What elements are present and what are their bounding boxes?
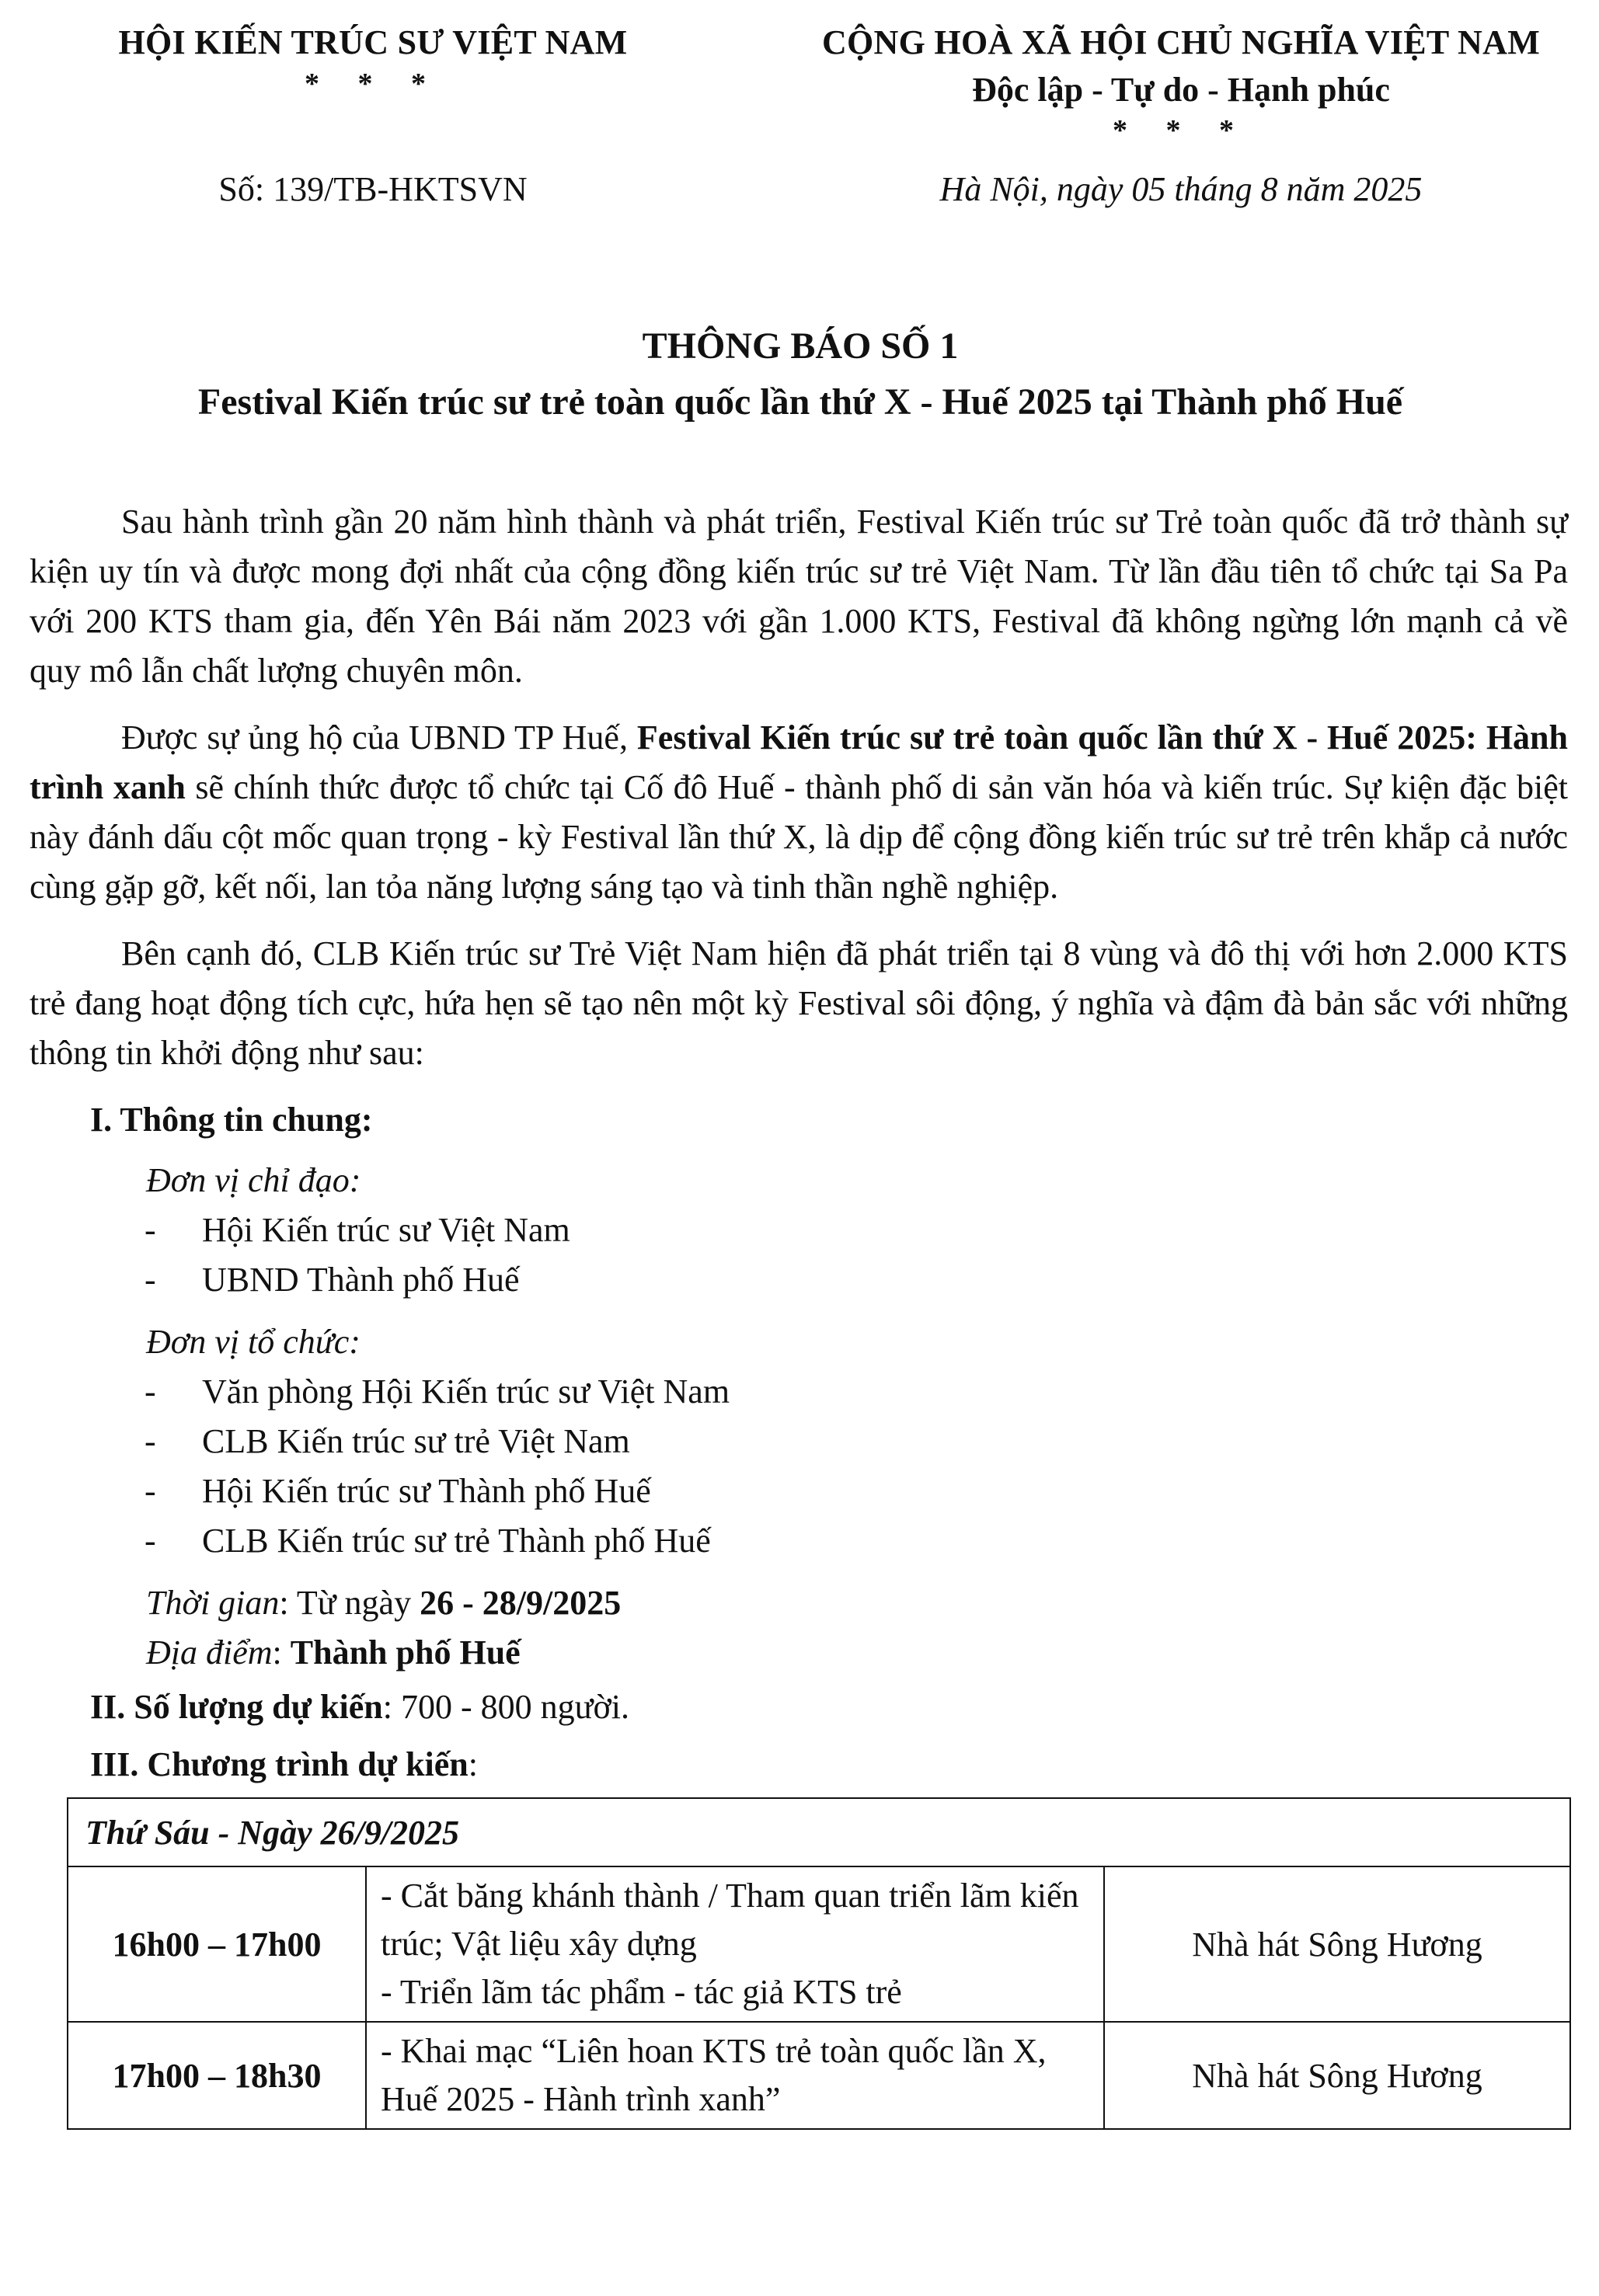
document-number: Số: 139/TB-HKTSVN (218, 170, 528, 208)
motto-stars: * * * (1113, 114, 1249, 147)
schedule-place: Nhà hát Sông Hương (1104, 1866, 1570, 2022)
document-title: THÔNG BÁO SỐ 1 (642, 325, 959, 367)
paragraph-intro: Sau hành trình gần 20 năm hình thành và phát triển, Festival Kiến trúc sư Trẻ toàn quốc đã trở thành sự kiện uy tín và được mong đợi nhất của cộng đồng kiến trúc sư trẻ Việt Nam. Từ lần đầu tiên tổ chức tại Sa Pa với 200 KTS tham gia, đến Yên Bái năm 2023 với gần 1.000 KTS, Festival đã không ngừng lớn mạnh cả về quy mô lẫn chất lượng chuyên môn. (30, 503, 1568, 690)
directing-units-list (30, 1205, 1568, 1305)
schedule-time: 16h00 – 17h00 (68, 1866, 366, 2022)
program-heading: III. Chương trình dự kiến (90, 1745, 469, 1783)
dash-marker: - (145, 1472, 156, 1510)
national-motto: Độc lập - Tự do - Hạnh phúc (972, 71, 1390, 109)
list-item (30, 1255, 1568, 1305)
event-time (146, 1578, 1568, 1628)
section-attendance (90, 1682, 1568, 1732)
organizing-units-label: Đơn vị tổ chức: (146, 1323, 361, 1361)
section-general-info-heading: I. Thông tin chung: (90, 1101, 373, 1139)
list-item-text: Văn phòng Hội Kiến trúc sư Việt Nam (202, 1372, 730, 1411)
list-item (30, 1516, 1568, 1566)
issuer-name: HỘI KIẾN TRÚC SƯ VIỆT NAM (118, 23, 628, 61)
dash-marker: - (145, 1211, 156, 1249)
place-value: Thành phố Huế (290, 1633, 521, 1672)
time-prefix: : Từ ngày (279, 1584, 420, 1622)
dash-marker: - (145, 1261, 156, 1299)
schedule-activity (366, 2022, 1104, 2129)
issuer-stars: * * * (305, 68, 441, 100)
schedule-day: Thứ Sáu - Ngày 26/9/2025 (68, 1798, 1570, 1866)
paragraph-announcement (30, 713, 1568, 912)
national-heading (777, 19, 1585, 148)
document-body (30, 497, 1568, 2130)
section-program (90, 1740, 1568, 1790)
time-label: Thời gian (146, 1584, 280, 1622)
activity-line: - Khai mạc “Liên hoan KTS trẻ toàn quốc lần X, Huế 2025 - Hành trình xanh” (381, 2032, 1047, 2118)
paragraph-text: Được sự ủng hộ của UBND TP Huế, (121, 718, 637, 757)
list-item (30, 1417, 1568, 1466)
list-item-text: Hội Kiến trúc sư Thành phố Huế (202, 1472, 651, 1510)
paragraph-context: Bên cạnh đó, CLB Kiến trúc sư Trẻ Việt Nam hiện đã phát triển tại 8 vùng và đô thị với hơn 2.000 KTS trẻ đang hoạt động tích cực, hứa hẹn sẽ tạo nên một kỳ Festival sôi động, ý nghĩa và đậm đà bản sắc với những thông tin khởi động như sau: (30, 934, 1568, 1072)
time-value: 26 - 28/9/2025 (420, 1584, 622, 1622)
activity-line: - Triển lãm tác phẩm - tác giả KTS trẻ (381, 1973, 902, 2011)
table-row (68, 1866, 1570, 2022)
activity-line: - Cắt băng khánh thành / Tham quan triển lãm kiến trúc; Vật liệu xây dựng (381, 1877, 1079, 1963)
country-name: CỘNG HOÀ XÃ HỘI CHỦ NGHĨA VIỆT NAM (821, 23, 1541, 61)
schedule-activity (366, 1866, 1104, 2022)
directing-units-label: Đơn vị chỉ đạo: (146, 1161, 361, 1199)
list-item-text: CLB Kiến trúc sư trẻ Việt Nam (202, 1422, 630, 1460)
dash-marker: - (145, 1422, 156, 1460)
place-label: Địa điểm (146, 1633, 273, 1672)
festival-name: Festival Kiến trúc sư trẻ toàn quốc lần thứ X - Huế 2025: Hành trình xanh (30, 718, 1568, 806)
document-subtitle: Festival Kiến trúc sư trẻ toàn quốc lần thứ X - Huế 2025 tại Thành phố Huế (197, 381, 1403, 423)
schedule-table (67, 1797, 1571, 2130)
schedule-place: Nhà hát Sông Hương (1104, 2022, 1570, 2129)
list-item (30, 1466, 1568, 1516)
schedule-time: 17h00 – 18h30 (68, 2022, 366, 2129)
table-row (68, 2022, 1570, 2129)
dash-marker: - (145, 1372, 156, 1411)
list-item-text: UBND Thành phố Huế (202, 1261, 520, 1299)
dash-marker: - (145, 1522, 156, 1560)
organizing-units-list (30, 1367, 1568, 1566)
list-item-text: CLB Kiến trúc sư trẻ Thành phố Huế (202, 1522, 711, 1560)
place-prefix: : (272, 1633, 291, 1672)
document-date: Hà Nội, ngày 05 tháng 8 năm 2025 (939, 170, 1423, 208)
program-heading-colon: : (468, 1745, 479, 1783)
schedule-day-row (68, 1798, 1570, 1866)
list-item-text: Hội Kiến trúc sư Việt Nam (202, 1211, 570, 1249)
issuer-block (62, 19, 684, 101)
event-location (146, 1628, 1568, 1678)
list-item (30, 1367, 1568, 1417)
attendance-value: : 700 - 800 người. (382, 1688, 629, 1726)
list-item (30, 1205, 1568, 1255)
paragraph-text: sẽ chính thức được tổ chức tại Cố đô Huế - thành phố di sản văn hóa và kiến trúc. Sự kiện đặc biệt này đánh dấu cột mốc quan trọng - kỳ Festival lần thứ X, là dịp để cộng đồng kiến trúc sư trẻ trên khắp cả nước cùng gặp gỡ, kết nối, lan tỏa năng lượng sáng tạo và tinh thần nghề nghiệp. (30, 768, 1568, 906)
attendance-heading: II. Số lượng dự kiến (90, 1688, 383, 1726)
